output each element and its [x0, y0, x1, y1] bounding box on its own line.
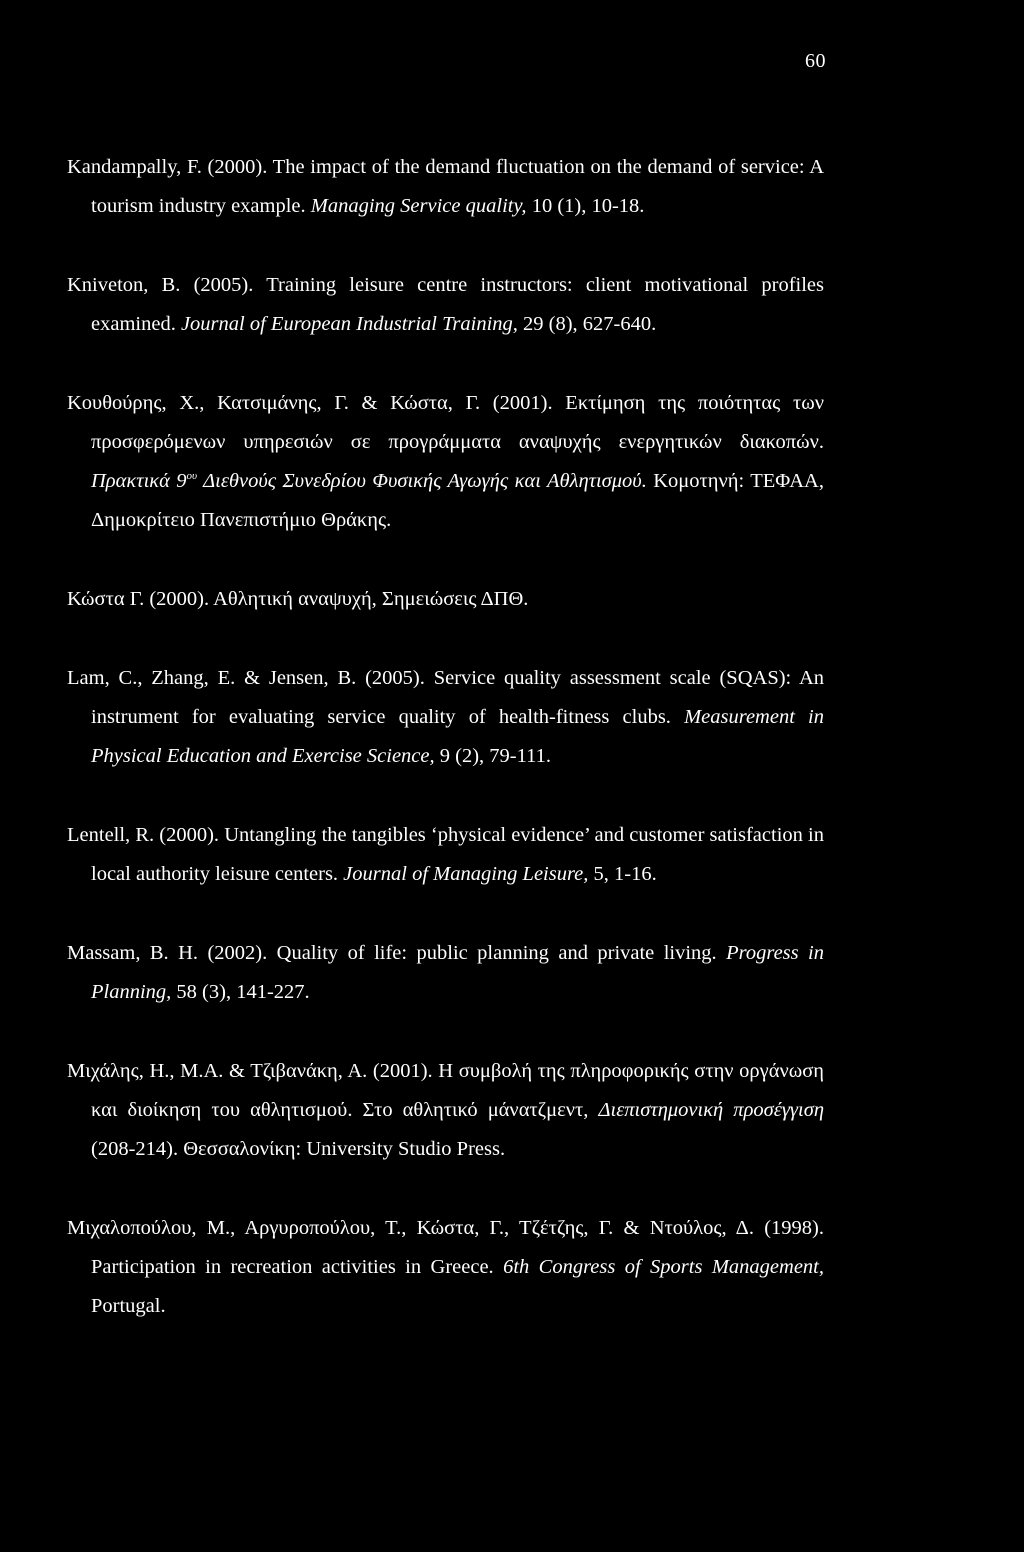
reference-text: Portugal. [91, 1295, 166, 1317]
reference-source-title: Managing Service quality, [310, 195, 527, 217]
reference-text: Μιχάλης, Η., Μ.Α. & Τζιβανάκη, Α. (2001). Η συμβολή της πληροφορικής στην οργάνωση και διοίκηση του αθλητισμού. Στο αθλητικό μάνατζμεντ, [67, 1060, 824, 1121]
reference-text: 58 (3), 141-227. [171, 981, 310, 1003]
reference-source-title: Διεθνούς Συνεδρίου Φυσικής Αγωγής και Αθλητισμού. [197, 470, 647, 492]
reference-text: 10 (1), 10-18. [526, 195, 645, 217]
page-number: 60 [805, 50, 826, 72]
reference-entry [67, 148, 824, 226]
reference-entry [67, 1209, 824, 1326]
reference-source-title: Journal of European Industrial Training, [180, 313, 518, 335]
reference-text: Lam, C., Zhang, E. & Jensen, B. (2005). Service quality assessment scale (SQAS): An instrument for evaluating service quality of health-fitness clubs. [67, 667, 824, 728]
reference-text: Μιχαλοπούλου, Μ., Αργυροπούλου, Τ., Κώστα, Γ., Τζέτζης, Γ. & Ντούλος, Δ. (1998). Participation in recreation activities in Greece. [67, 1217, 824, 1278]
reference-text: Kandampally, F. (2000). The impact of the demand fluctuation on the demand of service: A tourism industry example. [67, 156, 824, 217]
reference-text: Κώστα Γ. (2000). Αθλητική αναψυχή, Σημειώσεις ΔΠΘ. [67, 588, 529, 610]
reference-superscript: ου [186, 470, 198, 483]
reference-entry [67, 816, 824, 894]
reference-text: Lentell, R. (2000). Untangling the tangibles ‘physical evidence’ and customer satisfaction in local authority leisure centers. [67, 824, 824, 885]
reference-entry [67, 266, 824, 344]
reference-text: 9 (2), 79-111. [434, 745, 551, 767]
reference-source-title: Progress in Planning, [91, 942, 824, 1003]
reference-text: 5, 1-16. [588, 863, 657, 885]
reference-text: (208-214). Θεσσαλονίκη: University Studio Press. [91, 1138, 506, 1160]
reference-source-title: 6th Congress of Sports Management, [503, 1256, 824, 1278]
reference-list [67, 148, 824, 1366]
reference-text: Massam, B. H. (2002). Quality of life: public planning and private living. [67, 942, 727, 964]
reference-text: Κουθούρης, Χ., Κατσιμάνης, Γ. & Κώστα, Γ. (2001). Εκτίμηση της ποιότητας των προσφερόμενων υπηρεσιών σε προγράμματα αναψυχής ενεργητικών διακοπών. [67, 392, 824, 453]
reference-text: Κομοτηνή: ΤΕΦΑΑ, Δημοκρίτειο Πανεπιστήμιο Θράκης. [91, 470, 824, 531]
reference-source-title: Πρακτικά 9 [91, 470, 187, 492]
reference-entry [67, 659, 824, 776]
reference-text: 29 (8), 627-640. [517, 313, 657, 335]
reference-entry [67, 580, 824, 619]
reference-source-title: Διεπιστημονική προσέγγιση [598, 1099, 824, 1121]
reference-entry [67, 1052, 824, 1169]
reference-source-title: Measurement in Physical Education and Exercise Science, [91, 706, 824, 767]
reference-source-title: Journal of Managing Leisure, [343, 863, 589, 885]
reference-text: Kniveton, B. (2005). Training leisure centre instructors: client motivational profiles examined. [67, 274, 824, 335]
reference-entry [67, 934, 824, 1012]
reference-entry [67, 384, 824, 540]
